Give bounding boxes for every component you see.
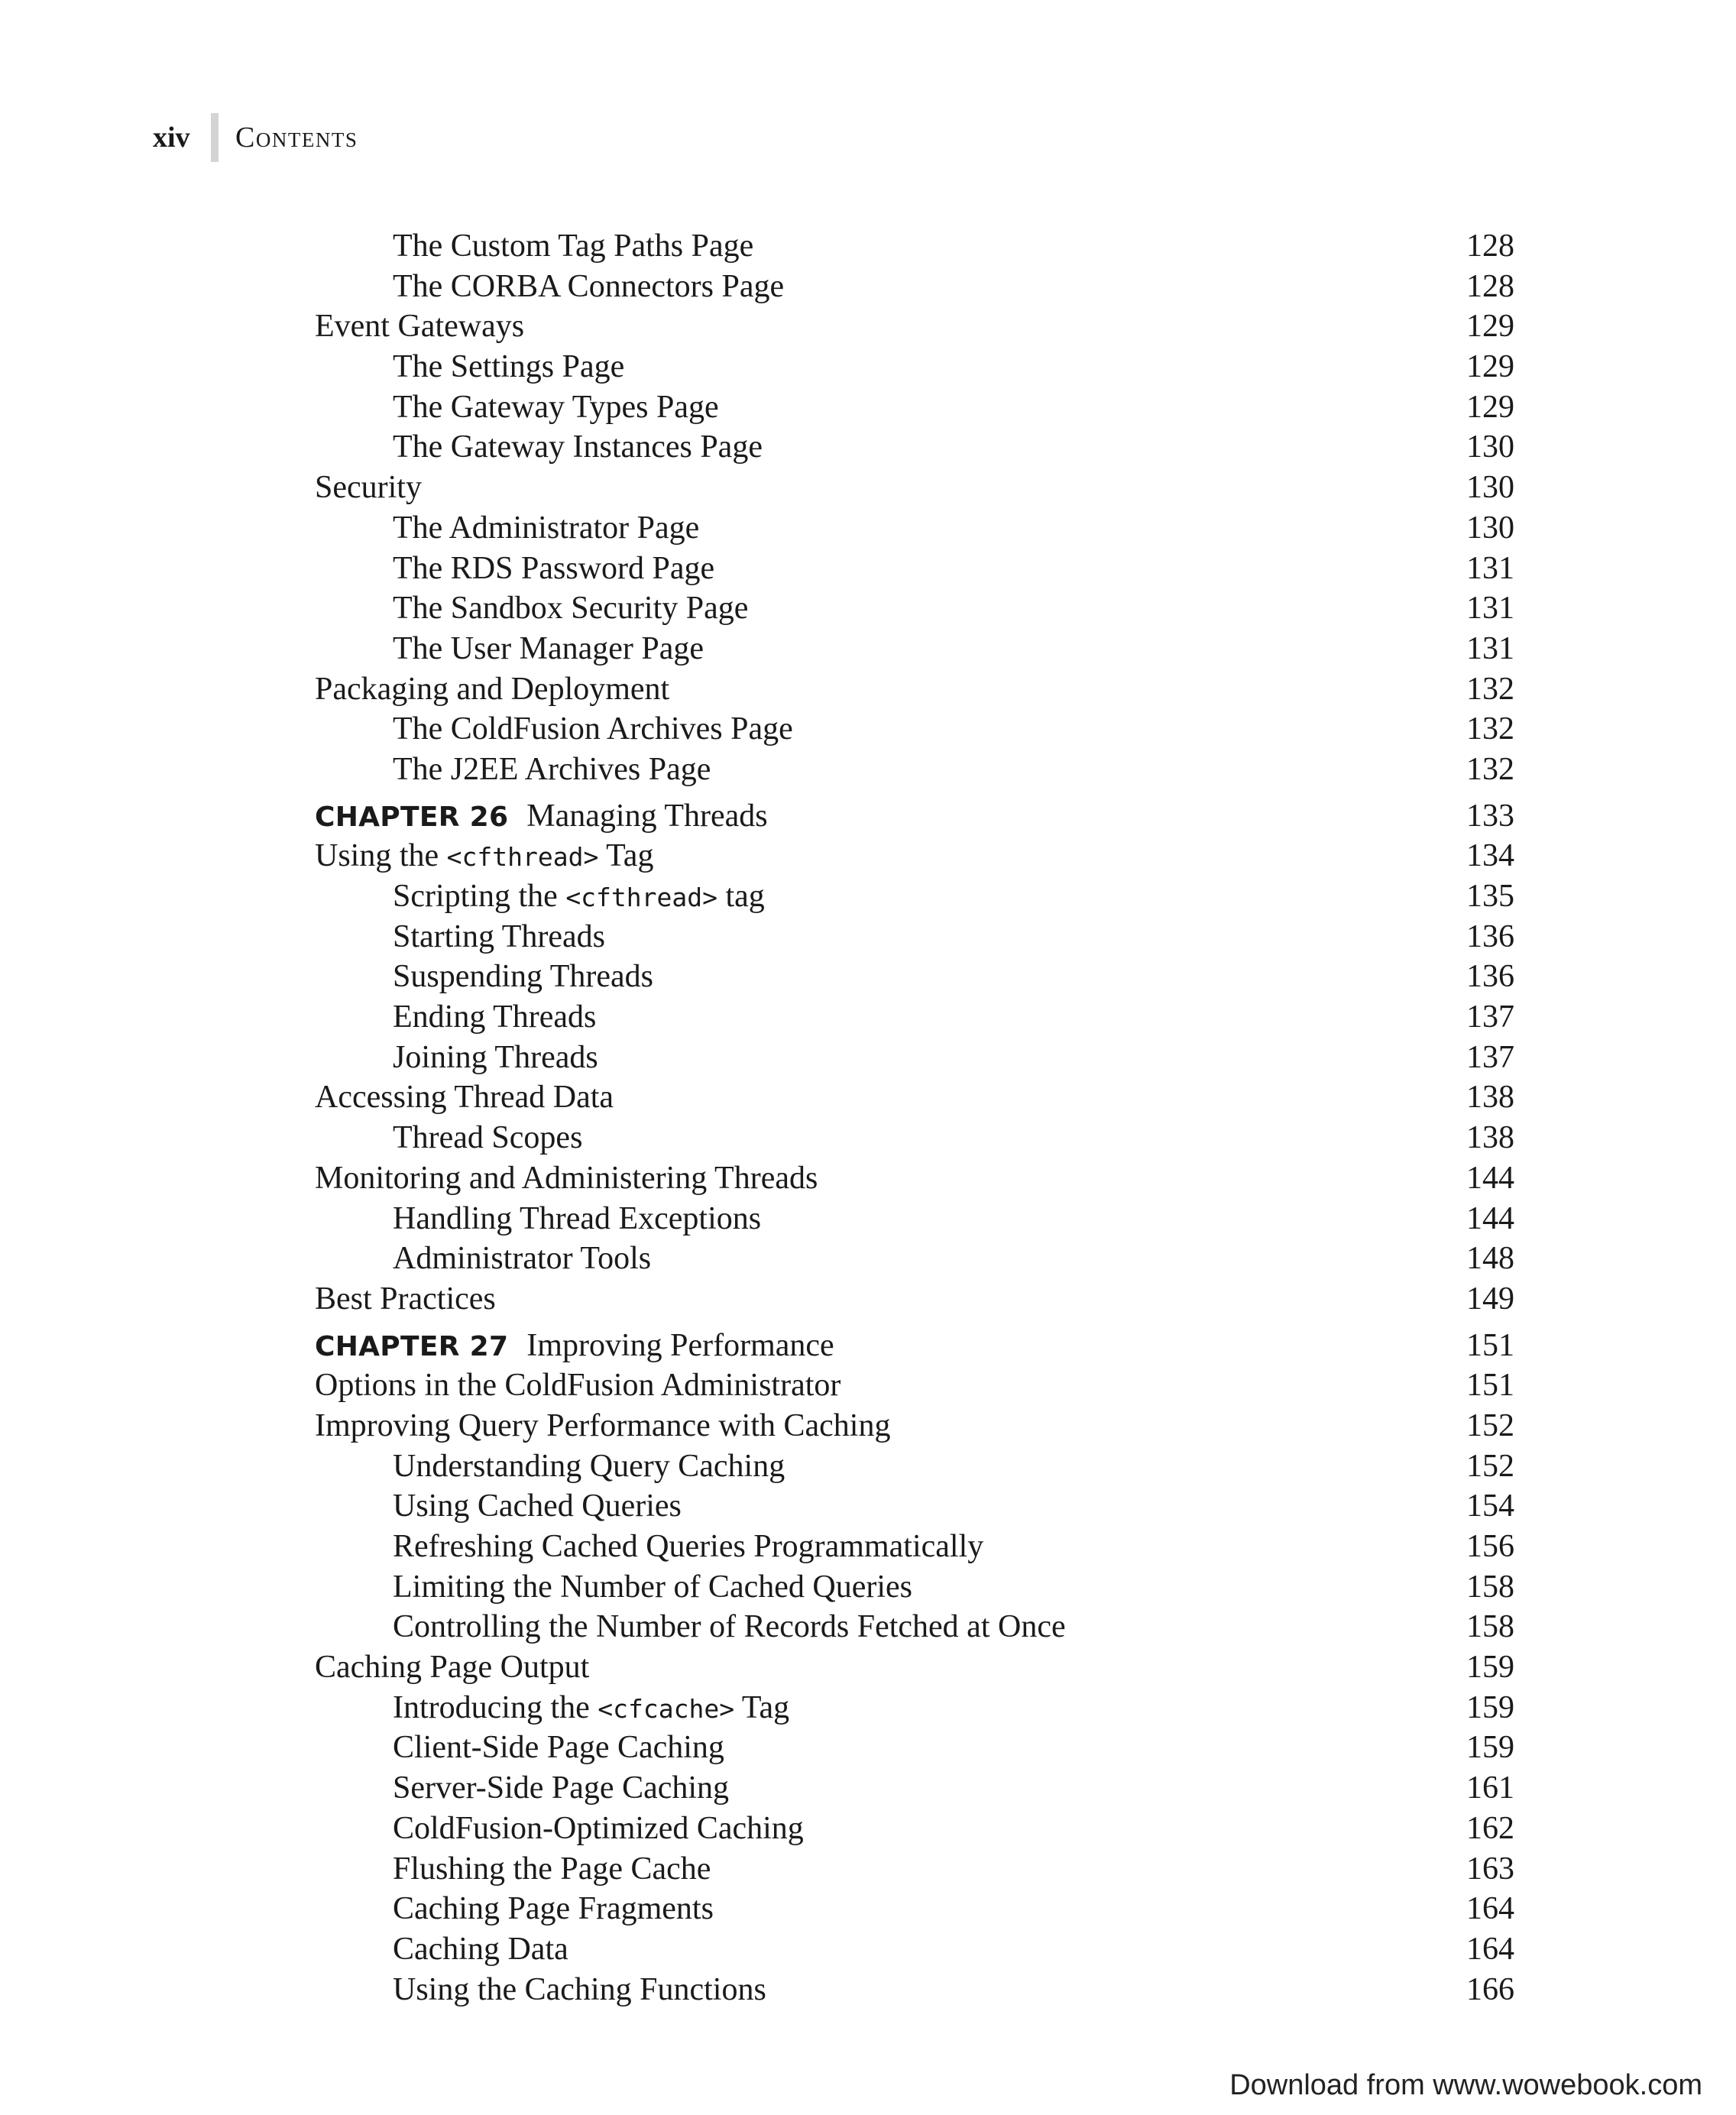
toc-page-number: 152 — [1466, 1407, 1514, 1443]
toc-entry-title — [315, 1199, 761, 1239]
toc-entry-title — [315, 1118, 582, 1158]
toc-title-text: Flushing the Page Cache — [393, 1851, 711, 1887]
toc-page-number: 129 — [1466, 389, 1514, 425]
toc-entry-title — [315, 750, 711, 790]
toc-entry-title — [315, 957, 653, 997]
toc-page-number: 134 — [1466, 838, 1514, 874]
toc-page-number: 129 — [1466, 349, 1514, 385]
toc-page-number: 154 — [1466, 1488, 1514, 1524]
toc-entry-title — [315, 1038, 598, 1078]
toc-title-text: Event Gateways — [315, 309, 525, 345]
toc-entry[interactable] — [315, 1567, 1514, 1608]
toc-page-number: 136 — [1466, 918, 1514, 954]
toc-entry-title — [315, 549, 714, 589]
toc-title-text: The User Manager Page — [393, 630, 704, 666]
toc-entry-title — [315, 347, 624, 387]
toc-entry[interactable] — [315, 917, 1514, 957]
toc-title-text: Controlling the Number of Records Fetched at Once — [393, 1609, 1066, 1645]
toc-entry[interactable] — [315, 306, 1514, 347]
toc-entry-title — [315, 876, 765, 918]
toc-page-number: 164 — [1466, 1891, 1514, 1927]
toc-page-number: 162 — [1466, 1810, 1514, 1846]
toc-entry[interactable] — [315, 1158, 1514, 1199]
toc-title-text: Using the Caching Functions — [393, 1971, 766, 2007]
toc-title-text: Client-Side Page Caching — [393, 1730, 724, 1766]
page-number: xiv — [153, 121, 190, 154]
toc-title-text: Ending Threads — [393, 999, 597, 1035]
toc-page-number: 158 — [1466, 1609, 1514, 1645]
toc-title-text: Packaging and Deployment — [315, 671, 670, 707]
toc-page-number: 137 — [1466, 1039, 1514, 1075]
toc-entry[interactable] — [315, 267, 1514, 307]
toc-page-number: 130 — [1466, 470, 1514, 506]
toc-page-number: 149 — [1466, 1281, 1514, 1317]
toc-title-text: The Gateway Types Page — [393, 389, 719, 425]
toc-title-text: The Settings Page — [393, 349, 625, 385]
toc-entry[interactable] — [315, 588, 1514, 629]
toc-title-text: The J2EE Archives Page — [393, 751, 711, 787]
chapter-entry[interactable] — [315, 796, 1514, 837]
toc-title-text: Options in the ColdFusion Administrator — [315, 1368, 841, 1404]
toc-page-number: 161 — [1466, 1770, 1514, 1806]
toc-page-number: 159 — [1466, 1689, 1514, 1725]
toc-entry-title — [315, 669, 669, 710]
toc-title-text: The Custom Tag Paths Page — [393, 228, 754, 264]
toc-entry[interactable] — [315, 427, 1514, 468]
toc-entry-title — [315, 1239, 651, 1279]
toc-entry[interactable] — [315, 997, 1514, 1038]
download-footer: Download from www.wowebook.com — [1229, 2069, 1702, 2101]
code-tag: <cfthread> — [565, 883, 717, 912]
toc-entry-title — [315, 1406, 890, 1446]
toc-title-text: Refreshing Cached Queries Programmatically — [393, 1529, 984, 1564]
toc-entry-title — [315, 1279, 496, 1320]
toc-title-text: Understanding Query Caching — [393, 1448, 785, 1484]
toc-page-number: 132 — [1466, 711, 1514, 747]
chapter-label: CHAPTER 27 — [315, 1330, 509, 1362]
toc-entry-title — [315, 796, 768, 838]
toc-title-text: Thread Scopes — [393, 1120, 583, 1156]
toc-entry[interactable] — [315, 1365, 1514, 1406]
toc-page-number: 151 — [1466, 1368, 1514, 1404]
toc-page-number: 138 — [1466, 1120, 1514, 1156]
toc-title-text: The Sandbox Security Page — [393, 591, 749, 627]
toc-entry-title — [315, 1809, 804, 1849]
toc-entry[interactable] — [315, 1077, 1514, 1118]
toc-entry-title — [315, 1889, 714, 1929]
toc-entry[interactable] — [315, 1849, 1514, 1890]
toc-title-text: Monitoring and Administering Threads — [315, 1160, 818, 1196]
toc-entry[interactable] — [315, 1239, 1514, 1279]
toc-entry[interactable] — [315, 629, 1514, 669]
toc-entry-title — [315, 1849, 711, 1890]
toc-entry-title — [315, 306, 524, 347]
toc-entry-title — [315, 1970, 766, 2010]
toc-entry[interactable] — [315, 750, 1514, 790]
toc-page-number: 130 — [1466, 429, 1514, 465]
toc-title-text: Caching Data — [393, 1931, 568, 1967]
toc-entry-title — [315, 1647, 589, 1688]
toc-entry-title — [315, 1768, 729, 1809]
toc-page-number: 144 — [1466, 1200, 1514, 1236]
toc-page-number: 135 — [1466, 879, 1514, 914]
toc-title-text: Accessing Thread Data — [315, 1080, 614, 1116]
toc-title-text: Using the — [315, 838, 447, 874]
toc-title-text: Improving Performance — [526, 1327, 834, 1363]
chapter-entry[interactable] — [315, 1326, 1514, 1366]
toc-entry[interactable] — [315, 836, 1514, 876]
code-tag: <cfcache> — [598, 1693, 735, 1724]
toc-entry-title — [315, 226, 753, 267]
toc-page-number: 132 — [1466, 671, 1514, 707]
toc-title-text: ColdFusion-Optimized Caching — [393, 1810, 804, 1846]
toc-entry[interactable] — [315, 1038, 1514, 1078]
toc-entry[interactable] — [315, 709, 1514, 750]
toc-entry[interactable] — [315, 1199, 1514, 1239]
toc-entry[interactable] — [315, 1768, 1514, 1809]
toc-page-number: 132 — [1466, 751, 1514, 787]
toc-title-text: The Gateway Instances Page — [393, 429, 763, 465]
toc-entry-title — [315, 468, 422, 508]
toc-title-text: The ColdFusion Archives Page — [393, 711, 793, 747]
toc-entry-title — [315, 427, 763, 468]
toc-page-number: 144 — [1466, 1160, 1514, 1196]
toc-entry[interactable] — [315, 1486, 1514, 1527]
toc-page-number: 164 — [1466, 1931, 1514, 1967]
toc-title-text: Joining Threads — [393, 1039, 598, 1075]
toc-entry-title — [315, 836, 653, 878]
toc-entry[interactable] — [315, 1406, 1514, 1446]
toc-entry-title — [315, 997, 596, 1038]
toc-page-number: 129 — [1466, 309, 1514, 345]
toc-page-number: 156 — [1466, 1529, 1514, 1564]
toc-entry-title — [315, 1527, 983, 1567]
toc-title-text: Server-Side Page Caching — [393, 1770, 730, 1806]
toc-title-text: Starting Threads — [393, 918, 606, 954]
toc-entry[interactable] — [315, 508, 1514, 549]
toc-entry-title — [315, 1567, 912, 1608]
toc-entry-title — [315, 1077, 614, 1118]
toc-title-suffix: tag — [717, 879, 765, 914]
toc-title-text: Security — [315, 470, 422, 506]
running-head: Contents — [235, 121, 358, 154]
toc-entry[interactable] — [315, 387, 1514, 428]
toc-page-number: 130 — [1466, 510, 1514, 546]
toc-page-number: 138 — [1466, 1080, 1514, 1116]
toc-entry[interactable] — [315, 1446, 1514, 1487]
toc-title-text: Improving Query Performance with Caching — [315, 1407, 891, 1443]
toc-entry[interactable] — [315, 1527, 1514, 1567]
toc-page-number: 131 — [1466, 630, 1514, 666]
toc-entry-title — [315, 1929, 568, 1970]
toc-entry-title — [315, 1365, 840, 1406]
toc-entry-title — [315, 709, 793, 750]
toc-page-number: 136 — [1466, 959, 1514, 995]
toc-title-text: The Administrator Page — [393, 510, 700, 546]
toc-entry-title — [315, 1158, 818, 1199]
toc-entry-title — [315, 1607, 1066, 1647]
toc-entry[interactable] — [315, 957, 1514, 997]
toc-entry[interactable] — [315, 1118, 1514, 1158]
toc-title-text: Suspending Threads — [393, 959, 654, 995]
toc-page-number: 137 — [1466, 999, 1514, 1035]
toc-page-number: 159 — [1466, 1730, 1514, 1766]
toc-entry[interactable] — [315, 1970, 1514, 2010]
toc-entry[interactable] — [315, 347, 1514, 387]
toc-entry[interactable] — [315, 468, 1514, 508]
toc-entry[interactable] — [315, 549, 1514, 589]
toc-entry[interactable] — [315, 1889, 1514, 1929]
toc-title-text: The RDS Password Page — [393, 550, 715, 586]
toc-entry[interactable] — [315, 1809, 1514, 1849]
toc-entry-title — [315, 588, 748, 629]
toc-entry[interactable] — [315, 226, 1514, 267]
toc-title-text: Caching Page Fragments — [393, 1891, 714, 1927]
toc-entry-title — [315, 1688, 789, 1730]
header-divider — [211, 113, 219, 162]
toc-title-suffix: Tag — [734, 1689, 790, 1725]
toc-entry-title — [315, 629, 704, 669]
toc-entry[interactable] — [315, 669, 1514, 710]
toc-entry[interactable] — [315, 876, 1514, 917]
toc-entry[interactable] — [315, 1728, 1514, 1768]
toc-entry-title — [315, 1326, 834, 1368]
toc-page-number: 128 — [1466, 228, 1514, 264]
toc-title-text: The CORBA Connectors Page — [393, 268, 785, 304]
toc-title-text: Scripting the — [393, 879, 566, 914]
toc-page-number: 151 — [1466, 1327, 1514, 1363]
toc-entry[interactable] — [315, 1929, 1514, 1970]
toc-title-text: Limiting the Number of Cached Queries — [393, 1569, 912, 1605]
toc-page-number: 166 — [1466, 1971, 1514, 2007]
table-of-contents — [315, 226, 1514, 2010]
toc-entry[interactable] — [315, 1688, 1514, 1728]
toc-entry[interactable] — [315, 1607, 1514, 1647]
toc-entry-title — [315, 267, 784, 307]
toc-page-number: 131 — [1466, 550, 1514, 586]
toc-entry-title — [315, 917, 605, 957]
toc-title-text: Managing Threads — [526, 798, 768, 834]
toc-page-number: 159 — [1466, 1650, 1514, 1686]
toc-entry-title — [315, 387, 719, 428]
chapter-label: CHAPTER 26 — [315, 801, 509, 833]
toc-title-suffix: Tag — [598, 838, 654, 874]
toc-page-number: 152 — [1466, 1448, 1514, 1484]
toc-entry[interactable] — [315, 1647, 1514, 1688]
toc-title-text: Best Practices — [315, 1281, 496, 1317]
code-tag: <cfthread> — [446, 842, 599, 873]
toc-entry-title — [315, 1446, 785, 1487]
page-header — [153, 113, 358, 162]
toc-page-number: 128 — [1466, 268, 1514, 304]
toc-title-text: Caching Page Output — [315, 1650, 590, 1686]
toc-page-number: 131 — [1466, 591, 1514, 627]
toc-page-number: 163 — [1466, 1851, 1514, 1887]
toc-title-text: Handling Thread Exceptions — [393, 1200, 762, 1236]
toc-page-number: 148 — [1466, 1241, 1514, 1277]
toc-page-number: 133 — [1466, 798, 1514, 834]
toc-entry-title — [315, 508, 699, 549]
toc-page-number: 158 — [1466, 1569, 1514, 1605]
toc-title-text: Introducing the — [393, 1689, 598, 1725]
toc-entry[interactable] — [315, 1279, 1514, 1320]
toc-entry-title — [315, 1728, 724, 1768]
toc-title-text: Using Cached Queries — [393, 1488, 682, 1524]
toc-entry-title — [315, 1486, 682, 1527]
toc-title-text: Administrator Tools — [393, 1241, 652, 1277]
